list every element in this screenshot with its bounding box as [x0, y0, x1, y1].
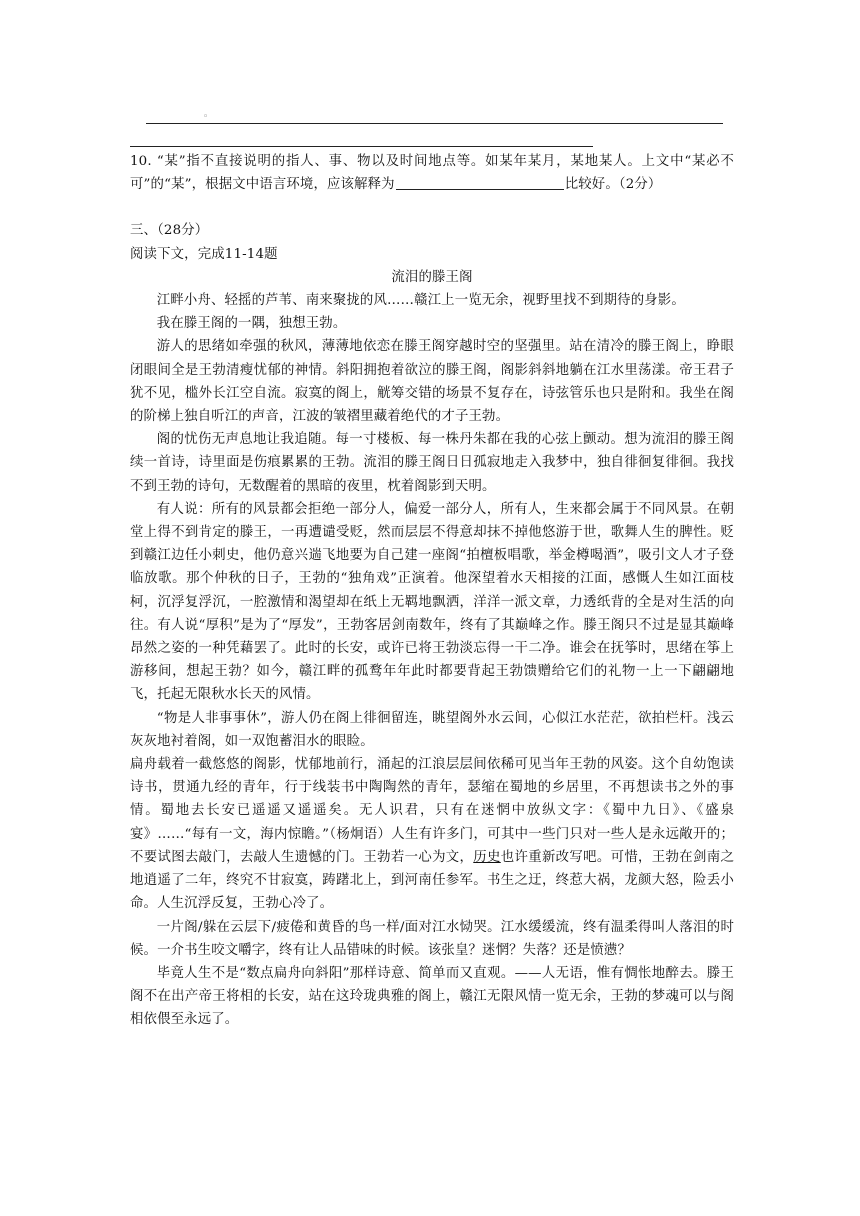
question-10-text: 10. “某”指不直接说明的指人、事、物以及时间地点等。如某年某月，某地某人。上文中“某必不可”的“某”，根据文中语言环境，应该解释为 [130, 154, 734, 193]
article-paragraph-7 [130, 753, 734, 915]
paragraph-7-start: 扁舟载着一截悠悠的阁影，忧郁地前行，涌起的江浪层层间依稀可见当年王勃的风姿。这个自幼饱读诗书，贯通九经的青年，行于线装书中陶陶然的青年，瑟缩在蜀地的乡居里，不再想读书之外的事情。蜀地去长安已遥遥又遥遥矣。无人识君，只有在迷惘中放纵文字：《蜀中九日》、《盛泉宴》……“每有一文，海内惊瞻。”（杨炯语）人生有许多门，可其中一些门只对一些人是永远敞开的；不要试图去敲门，去敲人生遗憾的门。王勃若一心为文， [130, 757, 734, 865]
article-paragraph-6: “物是人非事事休”，游人仍在阁上徘徊留连，眺望阁外水云间，心似江水茫茫，欲拍栏杆。浅云灰灰地衬着阁，如一双饱蓄泪水的眼睑。 [130, 710, 734, 749]
article-paragraph-4: 阁的忧伤无声息地让我追随。每一寸楼板、每一株丹朱都在我的心弦上颤动。想为流泪的滕王阁续一首诗，诗里面是伤痕累累的王勃。流泪的滕王阁日日孤寂地走入我梦中，独自徘徊复徘徊。我找不到王勃的诗句，无数醒着的黑暗的夜里，枕着阁影到天明。 [130, 432, 734, 494]
question-10 [130, 150, 734, 196]
article-paragraph-9: 毕竟人生不是“数点扁舟向斜阳”那样诗意、简单而又直观。——人无语，惟有惆怅地醉去。滕王阁不在出产帝王将相的长安，站在这玲珑典雅的阁上，赣江无限风情一览无余，王勃的梦魂可以与阁相依偎至永远了。 [130, 965, 734, 1028]
answer-line [130, 146, 593, 147]
article-paragraph-2: 我在滕王阁的一隅，独想王勃。 [156, 316, 347, 332]
question-10-score: 比较好。（2分） [564, 177, 662, 193]
paragraph-7-end: 也许重新改写吧。可惜，王勃在剑南之地逍遥了二年，终究不甘寂寞，踌躇北上，到河南任参军。书生之迂，终惹大祸，龙颜大怒，险丢小命。人生沉浮反复，王勃心冷了。 [130, 849, 734, 912]
spacer [130, 196, 734, 219]
article-paragraph-3: 游人的思绪如牵强的秋风，薄薄地依恋在滕王阁穿越时空的坚强里。站在清冷的滕王阁上，睁眼闭眼间全是王勃清瘦忧郁的神情。斜阳拥抱着欲泣的滕王阁，阁影斜斜地躺在江水里荡漾。帝王君子犹不见，槛外长江空自流。寂寞的阁上，觥筹交错的场景不复存在，诗弦管乐也只是附和。我坐在阁的阶梯上独自听江的声音，江波的皱褶里藏着绝代的才子王勃。 [130, 339, 734, 425]
section-instruction: 阅读下文，完成11-14题 [130, 246, 278, 262]
article-title: 流泪的滕王阁 [391, 269, 473, 285]
article-paragraph-5: 有人说：所有的风景都会拒绝一部分人，偏爱一部分人，所有人，生来都会属于不同风景。在朝堂上得不到肯定的滕王，一再遭谴受贬，然而层层不得意却抹不掉他悠游于世，歌舞人生的脾性。贬到赣江边任小刺史，他仍意兴遄飞地要为自己建一座阁“拍檀板唱歌，举金樽喝酒”，吸引文人才子登临放歌。那个仲秋的日子，王勃的“独角戏”正演着。他深望着水天相接的江面，感慨人生如江面枝柯，沉浮复浮沉，一腔激情和渴望却在纸上无羁地飘洒，洋洋一派文章，力透纸背的全是对生活的向往。有人说“厚积”是为了“厚发”，王勃客居剑南数年，终有了其巅峰之作。滕王阁只不过是显其巅峰昂然之姿的一种凭藉罢了。此时的长安，或许已将王勃淡忘得一干二净。谁会在抚筝时，思绪在筝上游移间，想起王勃？如今，赣江畔的孤鹜年年此时都要背起王勃馈赠给它们的礼物一上一下翩翩地飞，托起无限秋水长天的风情。 [130, 501, 734, 703]
stray-mark: ◦ [203, 112, 209, 122]
article-paragraph-1: 江畔小舟、轻摇的芦苇、南来聚拢的风……赣江上一览无余，视野里找不到期待的身影。 [156, 293, 685, 309]
article-paragraph-8: 一片阁/躲在云层下/疲倦和黄昏的鸟一样/面对江水恸哭。江水缓缓流，终有温柔得叫人落泪的时候。一介书生咬文嚼字，终有让人品错味的时候。该张皇？迷惘？失落？还是愤懑？ [130, 919, 734, 958]
answer-line [146, 123, 723, 124]
answer-blank[interactable] [396, 174, 564, 190]
section-heading: 三、（28分） [130, 223, 209, 239]
underlined-word: 历史 [473, 849, 501, 865]
document-body [130, 150, 734, 1032]
